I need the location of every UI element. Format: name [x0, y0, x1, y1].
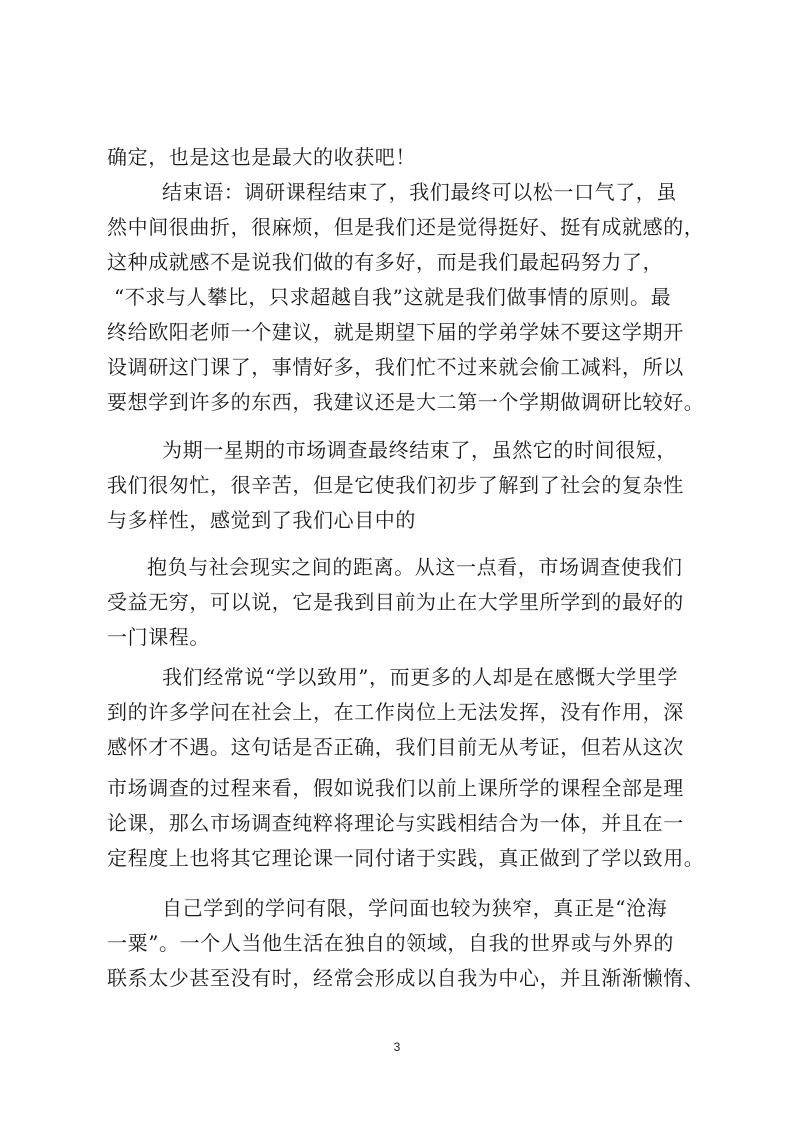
text-line: 与多样性，感觉到了我们心目中的	[107, 508, 416, 532]
text-line: 感怀才不遇。这句话是否正确，我们目前无从考证，但若从这次	[107, 735, 684, 759]
text-line: 联系太少甚至没有时，经常会形成以自我为中心，并且渐渐懒惰、	[107, 966, 705, 990]
page-number: 3	[393, 1040, 401, 1054]
text-line: 一粟”。一个人当他生活在独自的领域，自我的世界或与外界的	[107, 931, 675, 955]
text-line: 受益无穷，可以说，它是我到目前为止在大学里所学到的最好的	[107, 590, 684, 614]
text-line: 我们很匆忙，很辛苦，但是它使我们初步了解到了社会的复杂性	[107, 473, 684, 497]
text-line: 然中间很曲折，很麻烦，但是我们还是觉得挺好、挺有成就感的，	[107, 215, 705, 239]
text-line: 终给欧阳老师一个建议，就是期望下届的学弟学妹不要这学期开	[107, 320, 684, 344]
text-line: 论课，那么市场调查纯粹将理论与实践相结合为一体，并且在一	[107, 811, 684, 835]
text-line: 要想学到许多的东西，我建议还是大二第一个学期做调研比较好。	[107, 390, 705, 414]
text-line: 自己学到的学问有限，学问面也较为狭窄，真正是“沧海	[162, 896, 668, 920]
text-line: “不求与人攀比，只求超越自我”这就是我们做事情的原则。最	[114, 285, 672, 309]
text-line: 确定，也是这也是最大的收获吧！	[107, 145, 416, 169]
text-line: 定程度上也将其它理论课一同付诸于实践，真正做到了学以致用。	[107, 846, 705, 870]
text-line: 市场调查的过程来看，假如说我们以前上课所学的课程全部是理	[107, 776, 684, 800]
text-line: 这种成就感不是说我们做的有多好，而是我们最起码努力了，	[107, 250, 664, 274]
text-line: 到的许多学问在社会上，在工作岗位上无法发挥，没有作用，深	[107, 700, 684, 724]
text-line: 结束语：调研课程结束了，我们最终可以松一口气了，虽	[162, 180, 677, 204]
text-line: 一门课程。	[107, 625, 210, 649]
text-line: 抱负与社会现实之间的距离。从这一点看，市场调查使我们	[147, 555, 683, 579]
text-line: 设调研这门课了，事情好多，我们忙不过来就会偷工减料，所以	[107, 355, 684, 379]
text-line: 我们经常说“学以致用”，而更多的人却是在感慨大学里学	[162, 665, 679, 689]
text-line: 为期一星期的市场调查最终结束了，虽然它的时间很短，	[162, 438, 677, 462]
